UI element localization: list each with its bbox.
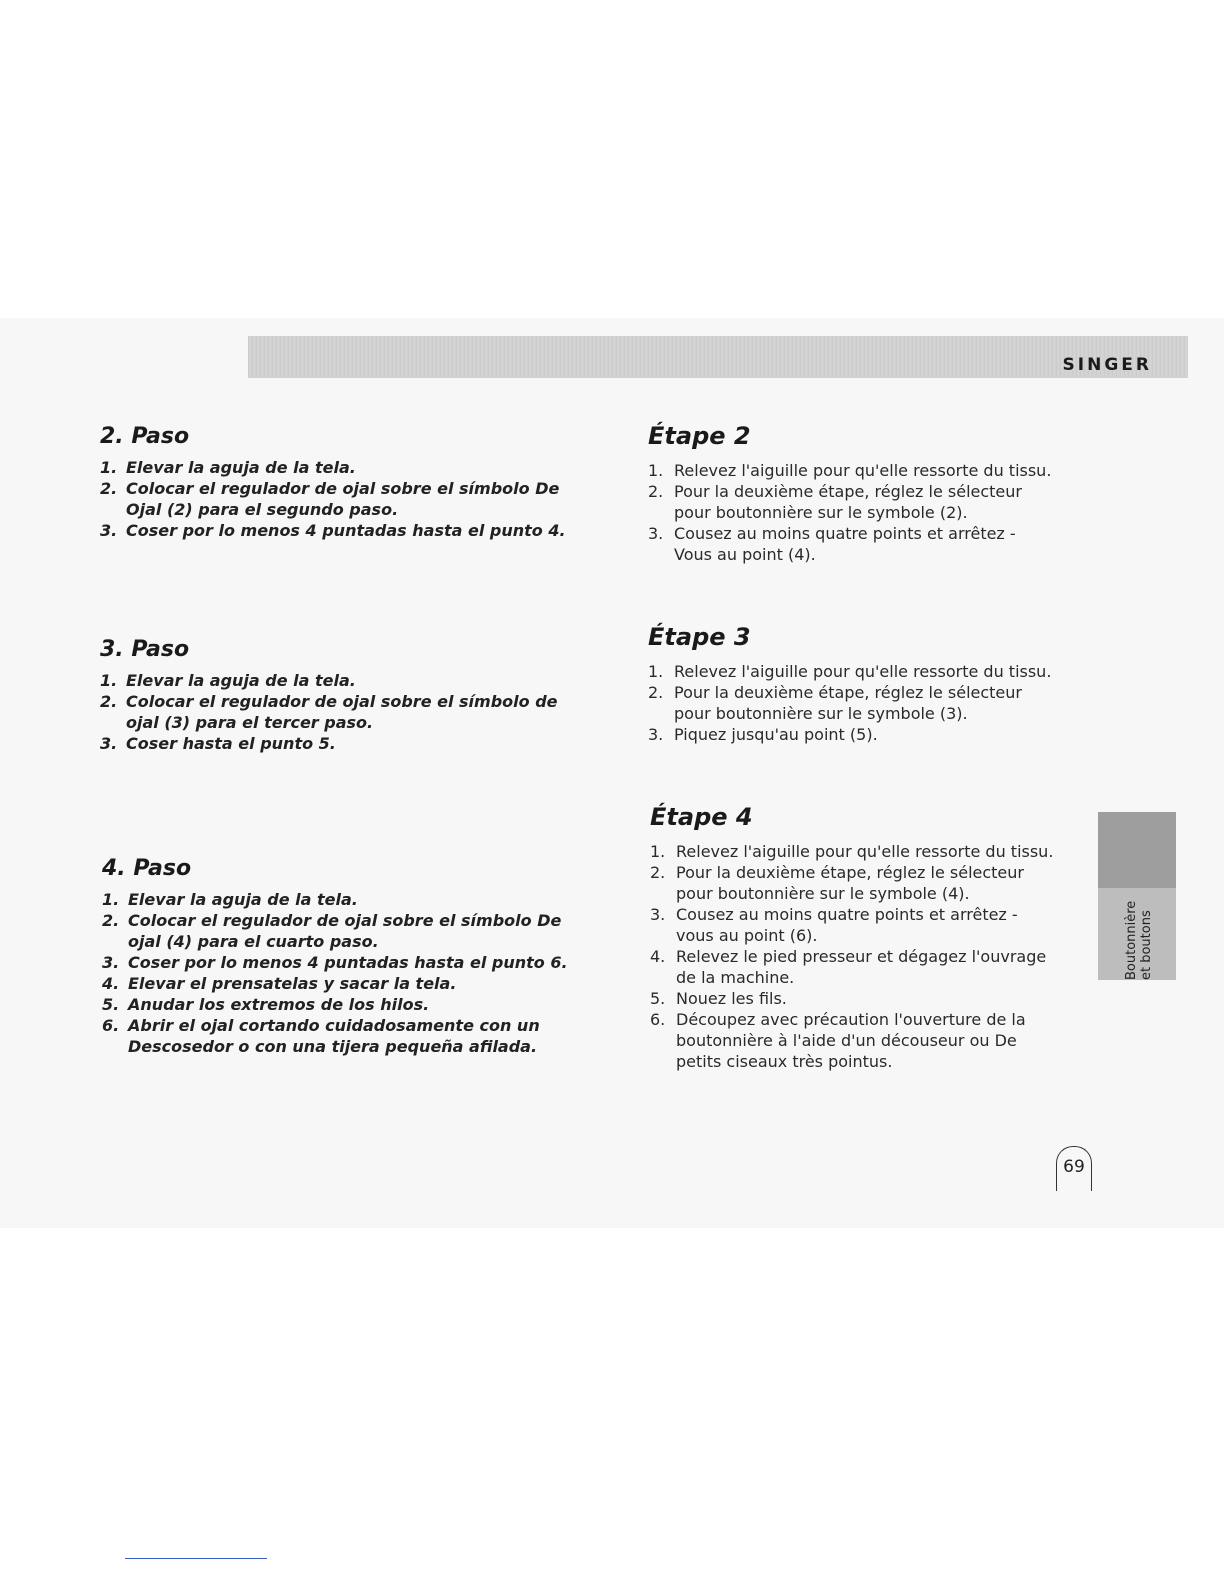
list-item: 3. Coser por lo menos 4 puntadas hasta el punto 6. — [102, 953, 568, 972]
list-item: 3. Coser por lo menos 4 puntadas hasta el punto 4. — [100, 521, 566, 540]
bottom-rule — [125, 1558, 267, 1559]
list-item: 1. Elevar la aguja de la tela. — [100, 458, 356, 477]
list-item: 6. Découpez avec précaution l'ouverture de la boutonnière à l'aide d'un découseur ou De petits ciseaux très pointus. — [650, 1010, 1026, 1071]
brand-logo: SINGER — [1062, 355, 1152, 375]
list-item: 3. Cousez au moins quatre points et arrêtez - vous au point (6). — [650, 905, 1018, 945]
list-item: 2. Colocar el regulador de ojal sobre el símbolo De ojal (4) para el cuarto paso. — [102, 911, 562, 951]
list-item: 3. Cousez au moins quatre points et arrêtez - Vous au point (4). — [648, 524, 1016, 564]
list-item: 5. Anudar los extremos de los hilos. — [102, 995, 430, 1014]
section-title: 3. Paso — [100, 637, 190, 662]
list-item: 2. Pour la deuxième étape, réglez le sélecteur pour boutonnière sur le symbole (3). — [648, 683, 1022, 723]
fr-section-etape-2 — [648, 422, 1058, 565]
list-item: 6. Abrir el ojal cortando cuidadosamente con un Descosedor o con una tijera pequeña afilada. — [102, 1016, 540, 1056]
list-item: 1. Relevez l'aiguille pour qu'elle ressorte du tissu. — [650, 842, 1054, 861]
header-band — [248, 336, 1188, 378]
list-item: 1. Relevez l'aiguille pour qu'elle ressorte du tissu. — [648, 461, 1052, 480]
list-item: 3. Coser hasta el punto 5. — [100, 734, 336, 753]
side-tab-label: Boutonnière et boutons — [1124, 900, 1154, 980]
fr-section-etape-4 — [650, 803, 1055, 1072]
section-title: 4. Paso — [102, 856, 192, 881]
list-item: 4. Relevez le pied presseur et dégagez l'ouvrage de la machine. — [650, 947, 1047, 987]
list-item: 2. Pour la deuxième étape, réglez le sélecteur pour boutonnière sur le symbole (4). — [650, 863, 1024, 903]
list-item: 2. Pour la deuxième étape, réglez le sélecteur pour boutonnière sur le symbole (2). — [648, 482, 1022, 522]
section-title: Étape 4 — [650, 803, 753, 831]
list-item: 1. Relevez l'aiguille pour qu'elle ressorte du tissu. — [648, 662, 1052, 681]
list-item: 4. Elevar el prensatelas y sacar la tela. — [102, 974, 457, 993]
list-item: 3. Piquez jusqu'au point (5). — [648, 725, 878, 744]
es-section-paso-4 — [102, 856, 592, 1057]
es-section-paso-2 — [100, 424, 590, 541]
list-item: 2. Colocar el regulador de ojal sobre el símbolo De Ojal (2) para el segundo paso. — [100, 479, 560, 519]
section-title: Étape 3 — [648, 623, 751, 651]
fr-section-etape-3 — [648, 623, 1058, 745]
list-item: 1. Elevar la aguja de la tela. — [102, 890, 358, 909]
page-number: 69 — [1056, 1146, 1092, 1191]
section-title: Étape 2 — [648, 422, 751, 450]
list-item: 2. Colocar el regulador de ojal sobre el símbolo de ojal (3) para el tercer paso. — [100, 692, 558, 732]
list-item: 5. Nouez les fils. — [650, 989, 787, 1008]
section-title: 2. Paso — [100, 424, 190, 449]
es-section-paso-3 — [100, 637, 570, 754]
list-item: 1. Elevar la aguja de la tela. — [100, 671, 356, 690]
